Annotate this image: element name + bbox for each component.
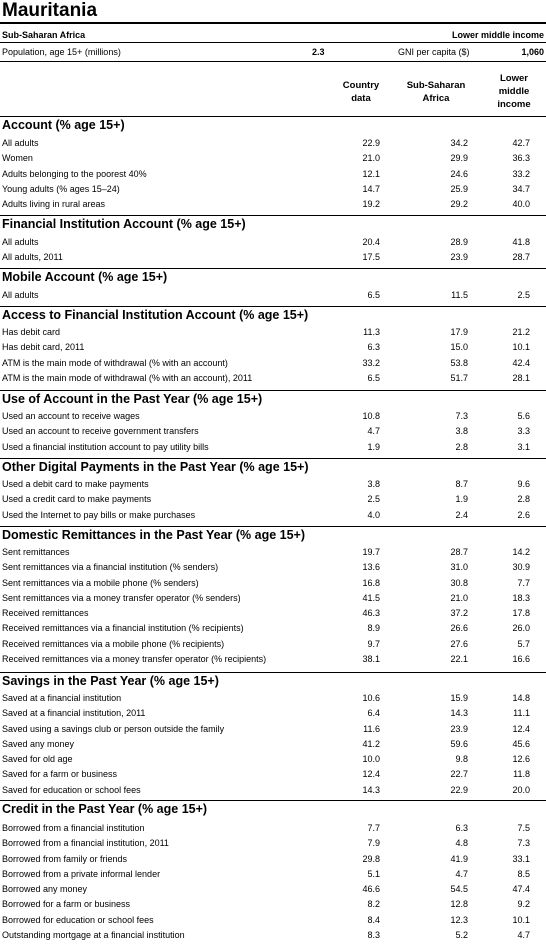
value-income: 40.0: [512, 199, 530, 209]
value-country: 6.5: [367, 372, 380, 383]
population-value: 2.3: [312, 47, 325, 57]
value-region: 21.0: [450, 592, 468, 603]
row-label: Adults belonging to the poorest 40%: [2, 168, 147, 179]
value-income: 42.7: [512, 138, 530, 148]
value-region: 29.9: [450, 153, 468, 164]
value-income: 5.6: [517, 411, 530, 421]
row-label: ATM is the main mode of withdrawal (% with an account), 2011: [2, 372, 253, 383]
value-country: 11.6: [363, 723, 380, 734]
value-income: 26.0: [512, 623, 530, 634]
value-region: 23.9: [450, 723, 468, 734]
row-label: Borrowed from a financial institution: [2, 823, 145, 833]
value-income: 9.6: [517, 479, 530, 489]
value-region: 22.1: [450, 653, 468, 664]
section-divider: [0, 215, 546, 216]
value-country: 41.5: [362, 592, 380, 603]
row-label: Used the Internet to pay bills or make purchases: [2, 509, 196, 520]
value-income: 28.7: [512, 252, 530, 263]
value-income: 4.7: [517, 929, 530, 940]
value-region: 34.2: [450, 138, 468, 148]
row-label: Received remittances via a money transfer operator (% recipients): [2, 653, 267, 664]
value-region: 12.3: [450, 914, 468, 925]
value-region: 28.7: [450, 547, 468, 557]
value-country: 2.5: [367, 494, 380, 505]
row-label: Used a credit card to make payments: [2, 494, 152, 505]
row-label: Borrowed any money: [2, 884, 88, 894]
value-income: 2.6: [517, 509, 530, 520]
income-group-label: Lower middle income: [451, 30, 544, 40]
section-divider: [0, 672, 546, 673]
section-divider: [0, 116, 546, 117]
row-label: Has debit card: [2, 327, 61, 337]
value-country: 6.5: [367, 290, 380, 300]
value-region: 59.6: [450, 738, 468, 749]
country-title: Mauritania: [2, 0, 98, 21]
value-income: 18.3: [512, 592, 530, 603]
row-label: Has debit card, 2011: [2, 342, 85, 353]
value-country: 13.6: [362, 562, 380, 573]
value-country: 5.1: [367, 868, 380, 879]
section-title: Credit in the Past Year (% age 15+): [2, 802, 208, 816]
row-label: Saved any money: [2, 738, 75, 749]
value-region: 22.9: [450, 784, 468, 795]
value-region: 14.3: [450, 708, 468, 719]
value-country: 7.7: [367, 823, 380, 833]
value-country: 14.3: [362, 784, 380, 795]
value-income: 16.6: [512, 653, 530, 664]
value-country: 46.6: [362, 884, 380, 894]
value-income: 41.8: [512, 237, 530, 247]
value-region: 24.6: [450, 168, 468, 179]
row-label: All adults, 2011: [2, 252, 63, 263]
value-income: 12.4: [512, 723, 530, 734]
value-country: 6.4: [367, 708, 380, 719]
value-country: 12.4: [362, 769, 380, 780]
value-region: 15.9: [450, 693, 468, 703]
value-income: 14.8: [512, 693, 530, 703]
value-income: 12.6: [512, 754, 530, 764]
value-country: 20.4: [362, 237, 380, 247]
value-income: 45.6: [512, 738, 530, 749]
section-divider: [0, 800, 546, 801]
value-income: 21.2: [512, 327, 530, 337]
value-country: 8.3: [367, 929, 380, 940]
section-title: Savings in the Past Year (% age 15+): [2, 674, 219, 688]
value-region: 3.8: [455, 426, 468, 437]
value-country: 9.7: [367, 638, 380, 649]
section-title: Domestic Remittances in the Past Year (% age 15+): [2, 528, 306, 542]
column-header-region: Sub-Saharan Africa: [406, 80, 466, 104]
section-title: Account (% age 15+): [2, 118, 125, 132]
row-label: Borrowed for a farm or business: [2, 899, 131, 910]
value-region: 2.4: [455, 509, 468, 520]
value-region: 29.2: [450, 199, 468, 209]
row-label: Borrowed from a private informal lender: [2, 868, 161, 879]
section-divider: [0, 390, 546, 391]
value-income: 7.5: [517, 823, 530, 833]
value-country: 19.2: [362, 199, 380, 209]
value-country: 22.9: [362, 138, 380, 148]
value-income: 9.2: [517, 899, 530, 910]
value-region: 8.7: [455, 479, 468, 489]
value-income: 34.7: [512, 183, 530, 194]
section-divider: [0, 526, 546, 527]
value-country: 7.9: [367, 838, 380, 849]
row-label: Borrowed from family or friends: [2, 853, 128, 864]
value-country: 8.2: [367, 899, 380, 910]
row-label: Received remittances via a mobile phone (% recipients): [2, 638, 225, 649]
value-country: 4.0: [367, 509, 380, 520]
value-region: 22.7: [450, 769, 468, 780]
row-label: Sent remittances via a financial institution (% senders): [2, 562, 219, 573]
row-label: Used a debit card to make payments: [2, 479, 149, 489]
section-title: Mobile Account (% age 15+): [2, 270, 168, 284]
row-label: Used an account to receive wages: [2, 411, 140, 421]
gni-label: GNI per capita ($): [398, 47, 470, 57]
gni-value: 1,060: [521, 47, 544, 57]
row-label: Saved for a farm or business: [2, 769, 118, 780]
row-label: Women: [2, 153, 33, 164]
value-country: 8.9: [367, 623, 380, 634]
value-income: 42.4: [512, 357, 530, 368]
value-region: 27.6: [450, 638, 468, 649]
value-country: 33.2: [362, 357, 380, 368]
value-income: 8.5: [517, 868, 530, 879]
row-label: All adults: [2, 237, 39, 247]
value-income: 33.1: [512, 853, 530, 864]
value-income: 10.1: [512, 914, 530, 925]
row-label: Saved at a financial institution, 2011: [2, 708, 146, 719]
value-income: 7.3: [517, 838, 530, 849]
value-region: 30.8: [450, 577, 468, 588]
row-label: Saved using a savings club or person outside the family: [2, 723, 225, 734]
section-divider: [0, 268, 546, 269]
section-divider: [0, 458, 546, 459]
value-country: 21.0: [362, 153, 380, 164]
section-title: Other Digital Payments in the Past Year (% age 15+): [2, 460, 309, 474]
value-region: 6.3: [455, 823, 468, 833]
value-region: 25.9: [450, 183, 468, 194]
row-label: ATM is the main mode of withdrawal (% with an account): [2, 357, 228, 368]
value-region: 53.8: [450, 357, 468, 368]
value-country: 12.1: [362, 168, 380, 179]
value-income: 36.3: [512, 153, 530, 164]
value-region: 51.7: [450, 372, 468, 383]
value-country: 10.0: [362, 754, 380, 764]
value-country: 11.3: [363, 327, 380, 337]
value-country: 3.8: [367, 479, 380, 489]
value-region: 4.8: [455, 838, 468, 849]
column-header-income: Lower middle income: [497, 73, 531, 110]
row-label: Borrowed for education or school fees: [2, 914, 154, 925]
value-income: 28.1: [512, 372, 530, 383]
value-country: 17.5: [362, 252, 380, 263]
value-country: 14.7: [362, 183, 380, 194]
section-title: Financial Institution Account (% age 15+): [2, 217, 246, 231]
value-income: 2.5: [517, 290, 530, 300]
row-label: Saved at a financial institution: [2, 693, 122, 703]
value-income: 11.1: [513, 708, 530, 719]
value-country: 19.7: [362, 547, 380, 557]
value-region: 12.8: [450, 899, 468, 910]
value-region: 11.5: [451, 290, 468, 300]
row-label: Sent remittances via a money transfer operator (% senders): [2, 592, 241, 603]
value-country: 38.1: [362, 653, 380, 664]
row-label: Sent remittances: [2, 547, 70, 557]
value-income: 10.1: [512, 342, 530, 353]
value-income: 14.2: [512, 547, 530, 557]
value-income: 3.3: [517, 426, 530, 437]
value-region: 9.8: [455, 754, 468, 764]
value-country: 29.8: [362, 853, 380, 864]
value-income: 47.4: [512, 884, 530, 894]
value-region: 17.9: [450, 327, 468, 337]
row-label: Saved for old age: [2, 754, 73, 764]
region-label: Sub-Saharan Africa: [2, 30, 86, 40]
value-country: 46.3: [362, 608, 380, 618]
value-income: 30.9: [512, 562, 530, 573]
value-income: 17.8: [512, 608, 530, 618]
value-region: 7.3: [455, 411, 468, 421]
column-header-country: Country data: [342, 80, 380, 104]
value-income: 20.0: [512, 784, 530, 795]
row-label: Saved for education or school fees: [2, 784, 141, 795]
value-income: 3.1: [517, 441, 530, 452]
row-label: Received remittances via a financial institution (% recipients): [2, 623, 244, 634]
row-label: Sent remittances via a mobile phone (% senders): [2, 577, 199, 588]
value-region: 41.9: [450, 853, 468, 864]
value-country: 41.2: [362, 738, 380, 749]
value-region: 4.7: [455, 868, 468, 879]
section-title: Use of Account in the Past Year (% age 15+): [2, 392, 263, 406]
value-income: 11.8: [513, 769, 530, 780]
value-income: 2.8: [517, 494, 530, 505]
value-income: 5.7: [517, 638, 530, 649]
value-country: 1.9: [367, 441, 380, 452]
value-region: 37.2: [450, 608, 468, 618]
section-title: Access to Financial Institution Account (% age 15+): [2, 308, 309, 322]
value-income: 7.7: [517, 577, 530, 588]
value-income: 33.2: [512, 168, 530, 179]
value-country: 16.8: [362, 577, 380, 588]
row-label: All adults: [2, 290, 39, 300]
value-country: 10.6: [362, 693, 380, 703]
value-region: 26.6: [450, 623, 468, 634]
value-country: 6.3: [367, 342, 380, 353]
value-region: 15.0: [450, 342, 468, 353]
value-region: 1.9: [455, 494, 468, 505]
row-label: Adults living in rural areas: [2, 199, 106, 209]
value-region: 54.5: [450, 884, 468, 894]
row-label: Received remittances: [2, 608, 89, 618]
row-label: Outstanding mortgage at a financial institution: [2, 929, 185, 940]
value-region: 28.9: [450, 237, 468, 247]
value-country: 10.8: [362, 411, 380, 421]
row-label: Used an account to receive government transfers: [2, 426, 199, 437]
population-label: Population, age 15+ (millions): [2, 47, 121, 57]
value-country: 8.4: [367, 914, 380, 925]
row-label: Borrowed from a financial institution, 2011: [2, 838, 169, 849]
row-label: Young adults (% ages 15–24): [2, 183, 120, 194]
value-region: 23.9: [450, 252, 468, 263]
value-region: 2.8: [455, 441, 468, 452]
row-label: All adults: [2, 138, 39, 148]
value-country: 4.7: [367, 426, 380, 437]
section-divider: [0, 306, 546, 307]
value-region: 5.2: [455, 929, 468, 940]
row-label: Used a financial institution account to pay utility bills: [2, 441, 209, 452]
value-region: 31.0: [450, 562, 468, 573]
